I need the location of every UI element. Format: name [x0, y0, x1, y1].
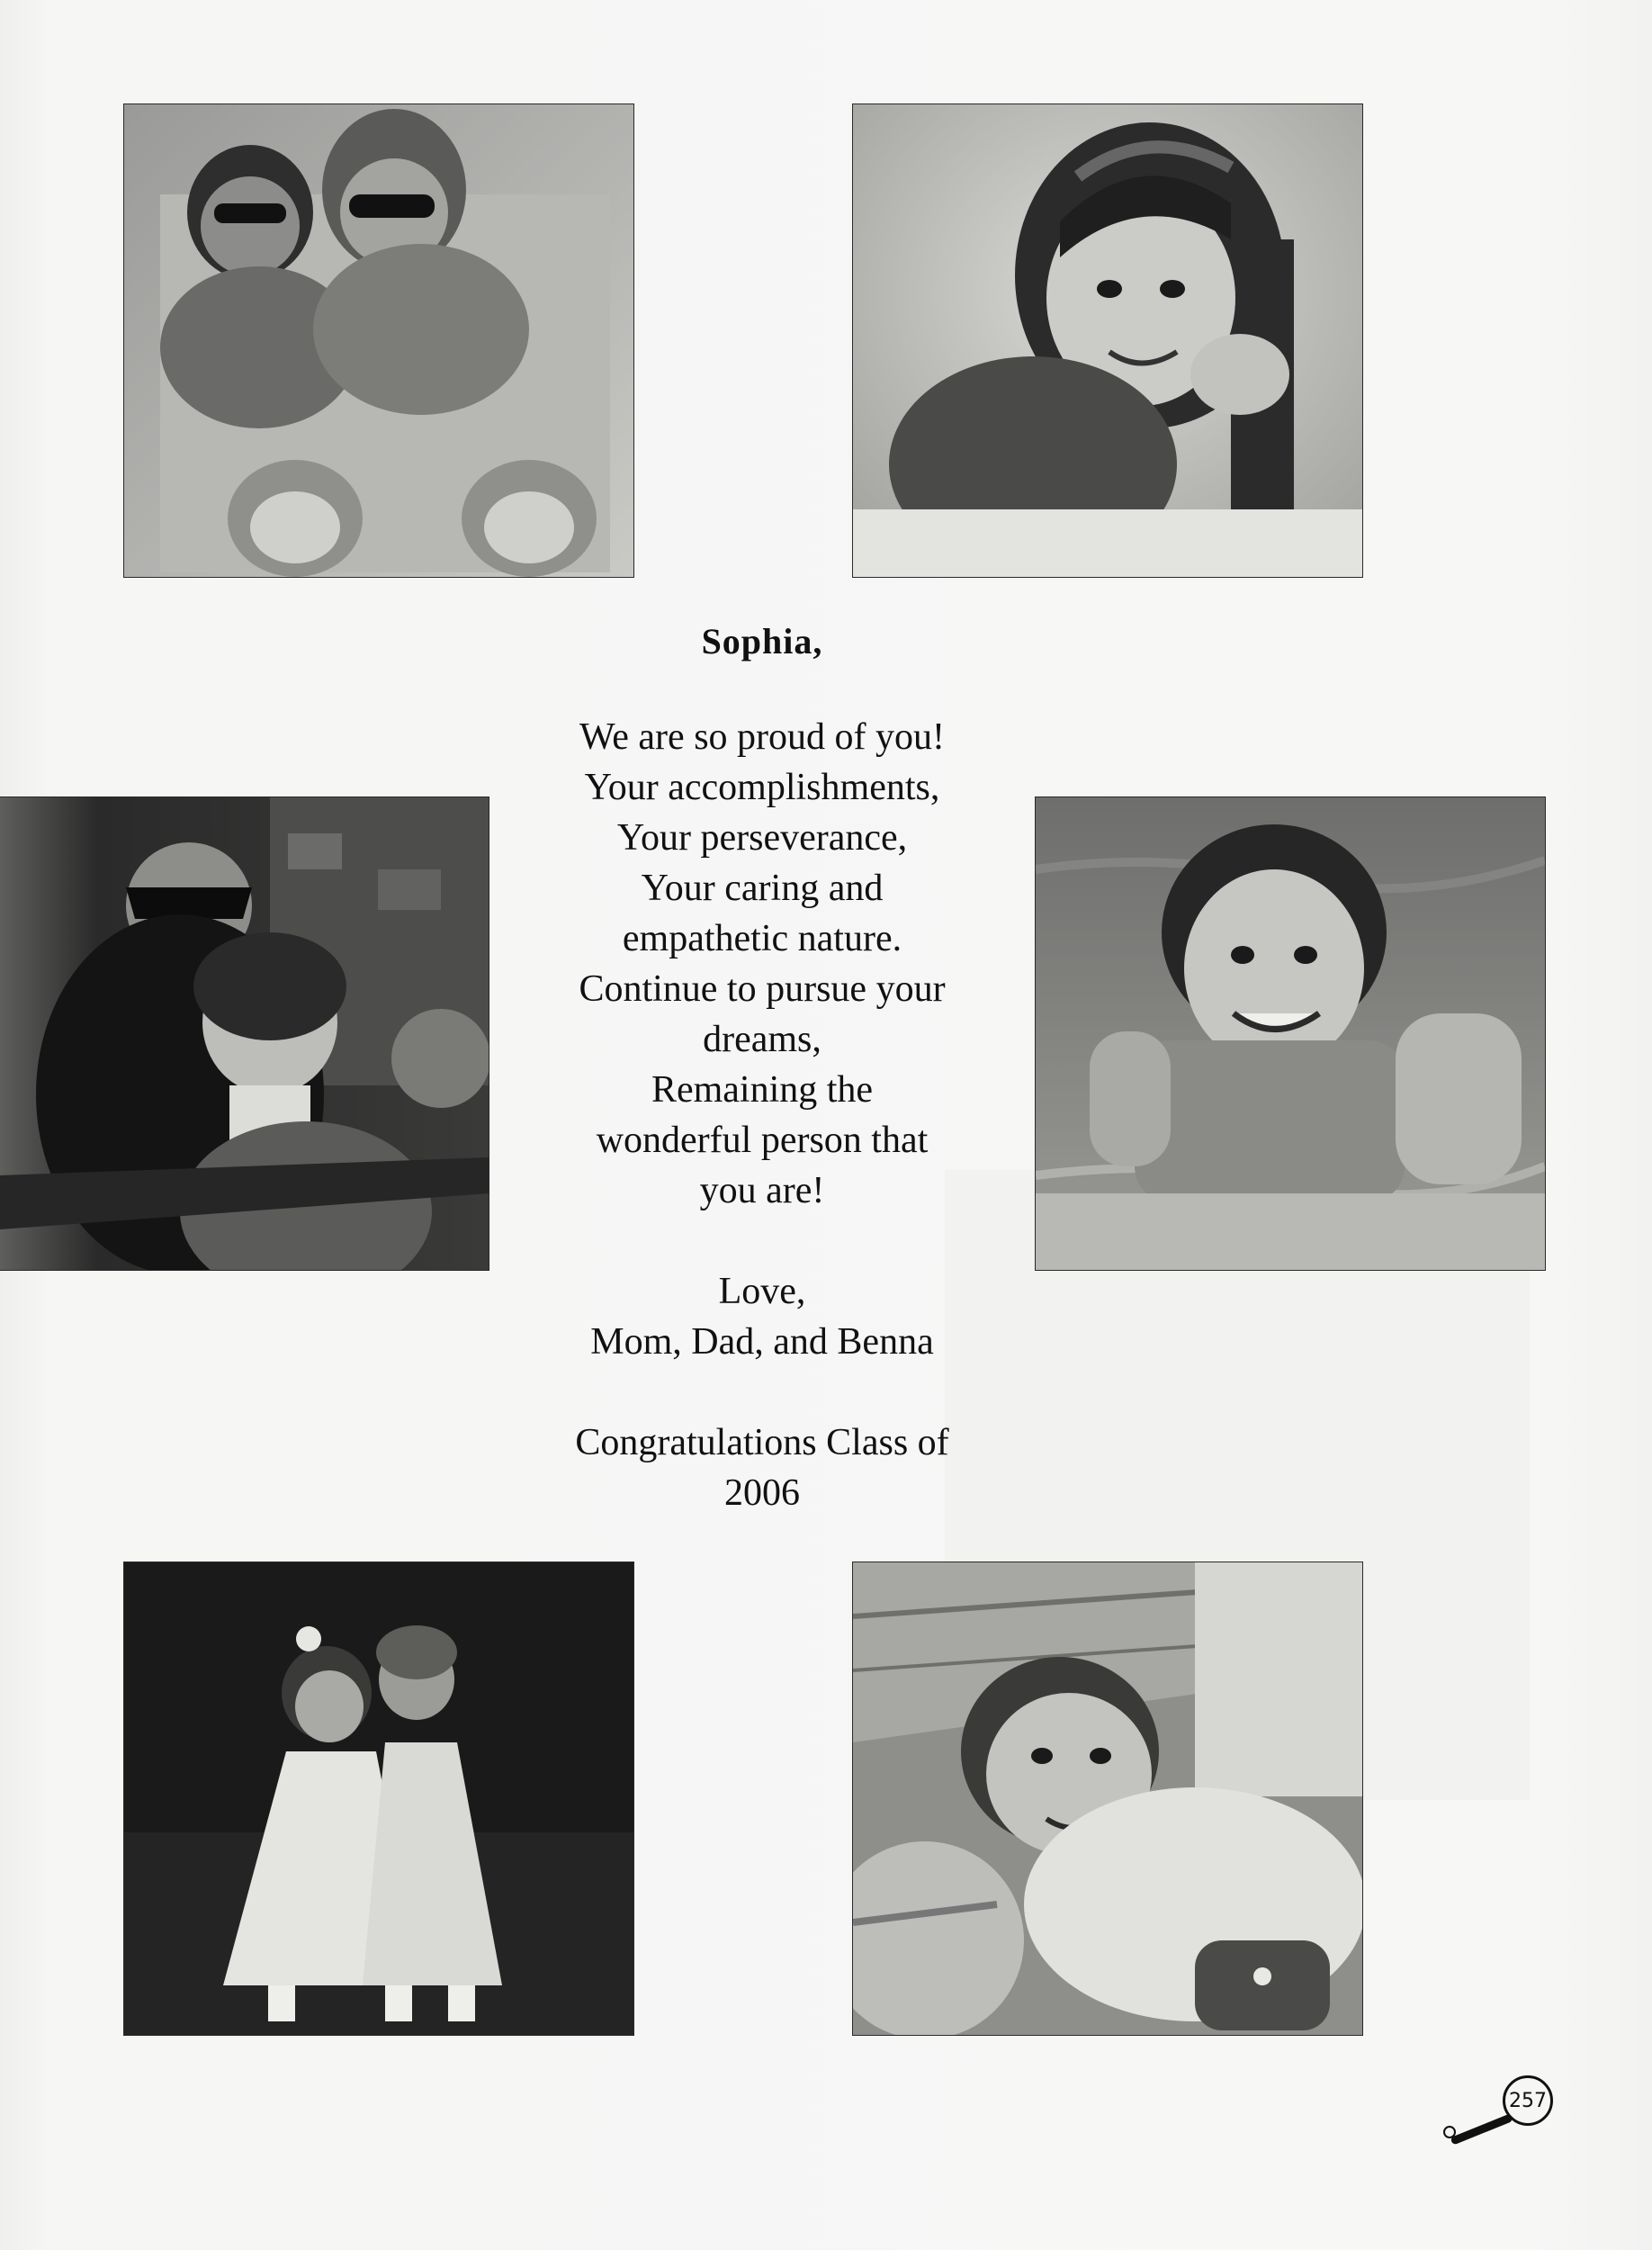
closing-line: Love, — [718, 1271, 806, 1312]
magnifier-handle-icon — [1450, 2113, 1513, 2145]
congratulations — [490, 1418, 1034, 1518]
poem-line: Continue to pursue your — [579, 968, 946, 1010]
magnifier-handle-tip-icon — [1443, 2126, 1456, 2138]
poem-line: Your accomplishments, — [584, 767, 940, 808]
photo-halloween-costumes — [0, 796, 489, 1271]
spacer — [490, 1216, 1034, 1266]
closing — [490, 1266, 1034, 1367]
photo-two-girls-sunglasses — [123, 104, 634, 578]
poem-line: Your perseverance, — [616, 817, 908, 859]
magnifier-icon — [1503, 2075, 1553, 2126]
poem-line: empathetic nature. — [622, 918, 902, 959]
poem — [490, 712, 1034, 1216]
class-year: 2006 — [724, 1472, 800, 1514]
page-number: 257 — [1509, 2089, 1547, 2112]
photo-baby-crawling — [852, 1562, 1363, 2036]
photo-girl-headband-portrait — [852, 104, 1363, 578]
poem-line: wonderful person that — [596, 1120, 929, 1161]
poem-line: Your caring and — [641, 868, 884, 909]
congrats-line: Congratulations Class of — [575, 1422, 949, 1463]
poem-line: Remaining the — [651, 1069, 874, 1111]
spacer — [490, 1367, 1034, 1418]
greeting: Sophia, — [701, 621, 823, 662]
poem-line: We are so proud of you! — [579, 716, 945, 758]
signature-line: Mom, Dad, and Benna — [590, 1321, 934, 1363]
poem-line: dreams, — [703, 1019, 822, 1060]
photo-girls-white-dresses — [123, 1562, 634, 2036]
page-number-badge — [1440, 2070, 1584, 2133]
poem-line: you are! — [699, 1170, 825, 1211]
photo-girl-swimming — [1035, 796, 1546, 1271]
message-block — [490, 616, 1034, 1518]
